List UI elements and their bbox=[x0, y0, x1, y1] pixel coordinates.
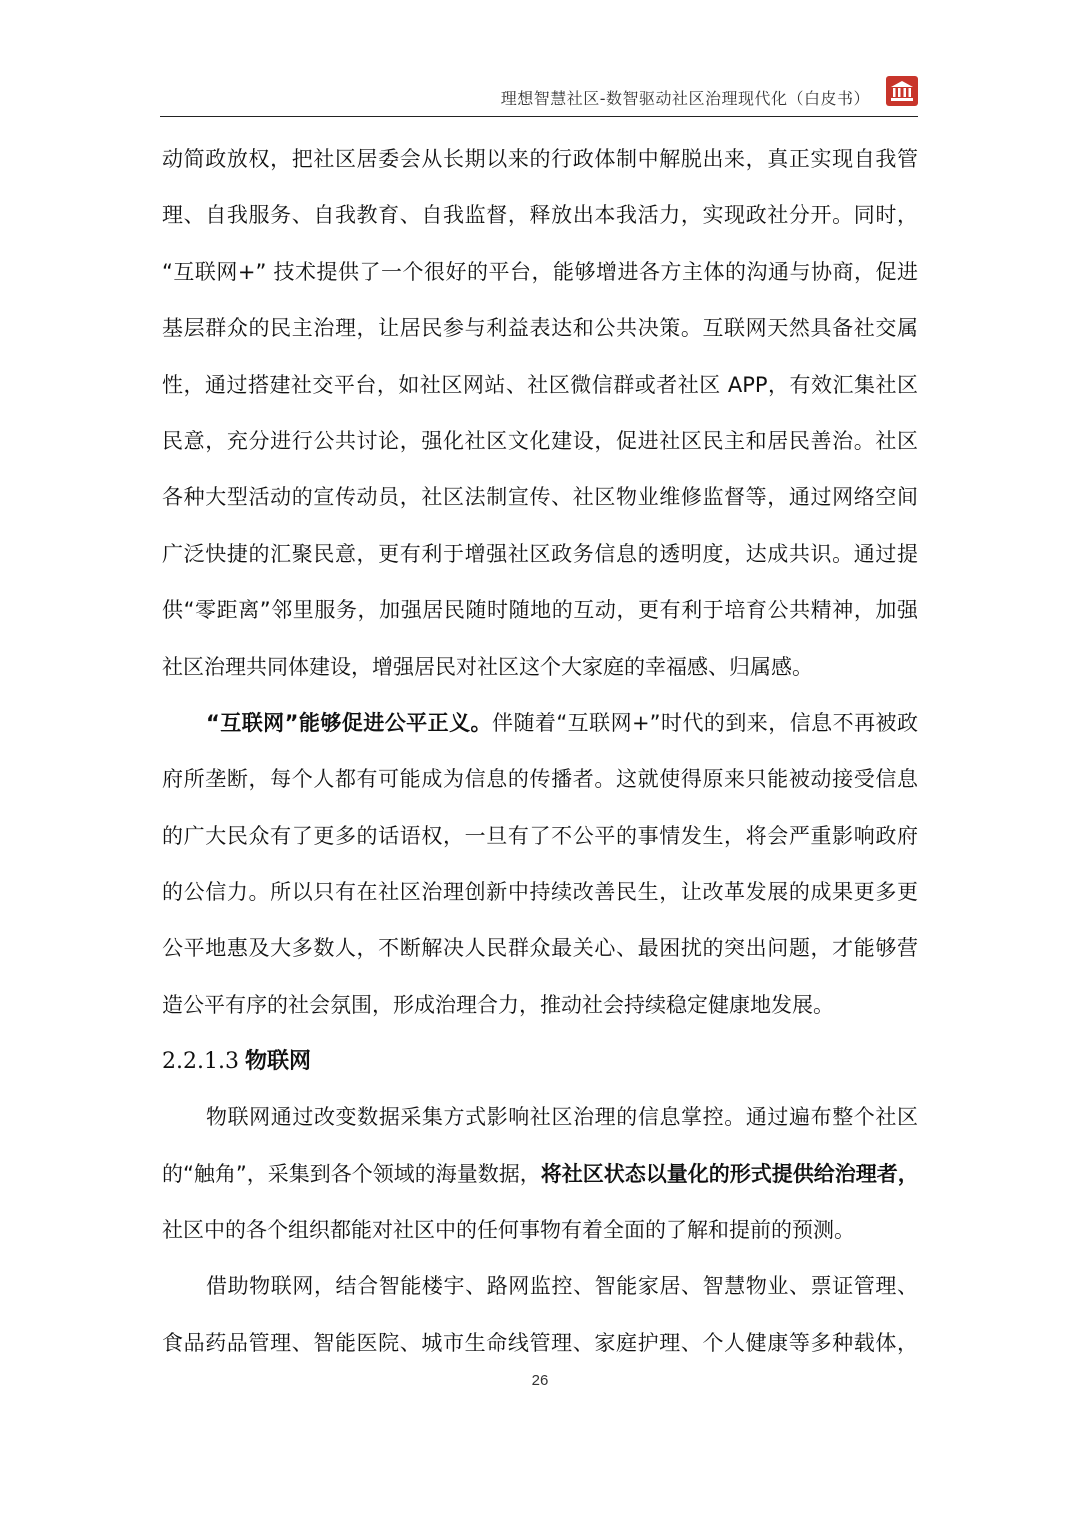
text-line: 性，通过搭建社交平台，如社区网站、社区微信群或者社区 APP，有效汇集社区 bbox=[162, 372, 918, 397]
paragraph bbox=[162, 1094, 918, 1263]
lead-rest: 伴随着“互联网+”时代的到来，信息不再被政 bbox=[491, 710, 918, 735]
bold-lead: “互联网”能够促进公平正义。 bbox=[206, 710, 492, 735]
text-line: 各种大型活动的宣传动员，社区法制宣传、社区物业维修监督等，通过网络空间 bbox=[162, 485, 918, 510]
text-line: “互联网+” 技术提供了一个很好的平台，能够增进各方主体的沟通与协商，促进 bbox=[162, 259, 918, 284]
section-title: 物联网 bbox=[244, 1049, 311, 1075]
text-line: 民意，充分进行公共讨论，强化社区文化建设，促进社区民主和居民善治。社区 bbox=[162, 428, 918, 453]
text-line bbox=[162, 700, 918, 756]
institution-logo-icon bbox=[886, 76, 918, 106]
paragraph bbox=[162, 700, 918, 1038]
header-title: 理想智慧社区-数智驱动社区治理现代化（白皮书） bbox=[500, 89, 870, 108]
text-line: 的公信力。所以只有在社区治理创新中持续改善民生，让改革发展的成果更多更 bbox=[162, 880, 918, 905]
text-line: 造公平有序的社会氛围，形成治理合力，推动社会持续稳定健康地发展。 bbox=[162, 992, 834, 1017]
text-line: 借助物联网，结合智能楼宇、路网监控、智能家居、智慧物业、票证管理、 bbox=[206, 1274, 918, 1299]
text-line: 公平地惠及大多数人，不断解决人民群众最关心、最困扰的突出问题，才能够营 bbox=[162, 936, 918, 961]
text-line: 基层群众的民主治理，让居民参与利益表达和公共决策。互联网天然具备社交属 bbox=[162, 316, 918, 341]
header-divider bbox=[160, 116, 918, 117]
section-heading bbox=[162, 1038, 918, 1094]
page-header bbox=[160, 76, 918, 116]
paragraph bbox=[162, 136, 918, 700]
text-bold: 将社区状态以量化的形式提供给治理者， bbox=[540, 1161, 919, 1186]
text-line: 府所垄断，每个人都有可能成为信息的传播者。这就使得原来只能被动接受信息 bbox=[162, 767, 918, 792]
text-line: 动简政放权，把社区居委会从长期以来的行政体制中解脱出来，真正实现自我管 bbox=[162, 147, 918, 171]
text-line: 广泛快捷的汇聚民意，更有利于增强社区政务信息的透明度，达成共识。通过提 bbox=[162, 541, 918, 566]
page-number: 26 bbox=[531, 1372, 549, 1389]
text-line: 的广大民众有了更多的话语权，一旦有了不公平的事情发生，将会严重影响政府 bbox=[162, 823, 918, 848]
section-number: 2.2.1.3 bbox=[162, 1049, 239, 1075]
text-normal: 的“触角”，采集到各个领域的海量数据， bbox=[162, 1161, 541, 1186]
text-line: 理、自我服务、自我教育、自我监督，释放出本我活力，实现政社分开。同时， bbox=[162, 203, 918, 228]
page-body bbox=[162, 136, 918, 1376]
text-line bbox=[162, 1151, 918, 1207]
text-line: 社区中的各个组织都能对社区中的任何事物有着全面的了解和提前的预测。 bbox=[162, 1218, 855, 1243]
text-line: 供“零距离”邻里服务，加强居民随时随地的互动，更有利于培育公共精神，加强 bbox=[162, 598, 918, 623]
text-line: 社区治理共同体建设，增强居民对社区这个大家庭的幸福感、归属感。 bbox=[162, 654, 813, 679]
paragraph bbox=[162, 1263, 918, 1376]
text-line: 食品药品管理、智能医院、城市生命线管理、家庭护理、个人健康等多种载体， bbox=[162, 1330, 918, 1355]
text-line: 物联网通过改变数据采集方式影响社区治理的信息掌控。通过遍布整个社区 bbox=[206, 1105, 918, 1130]
